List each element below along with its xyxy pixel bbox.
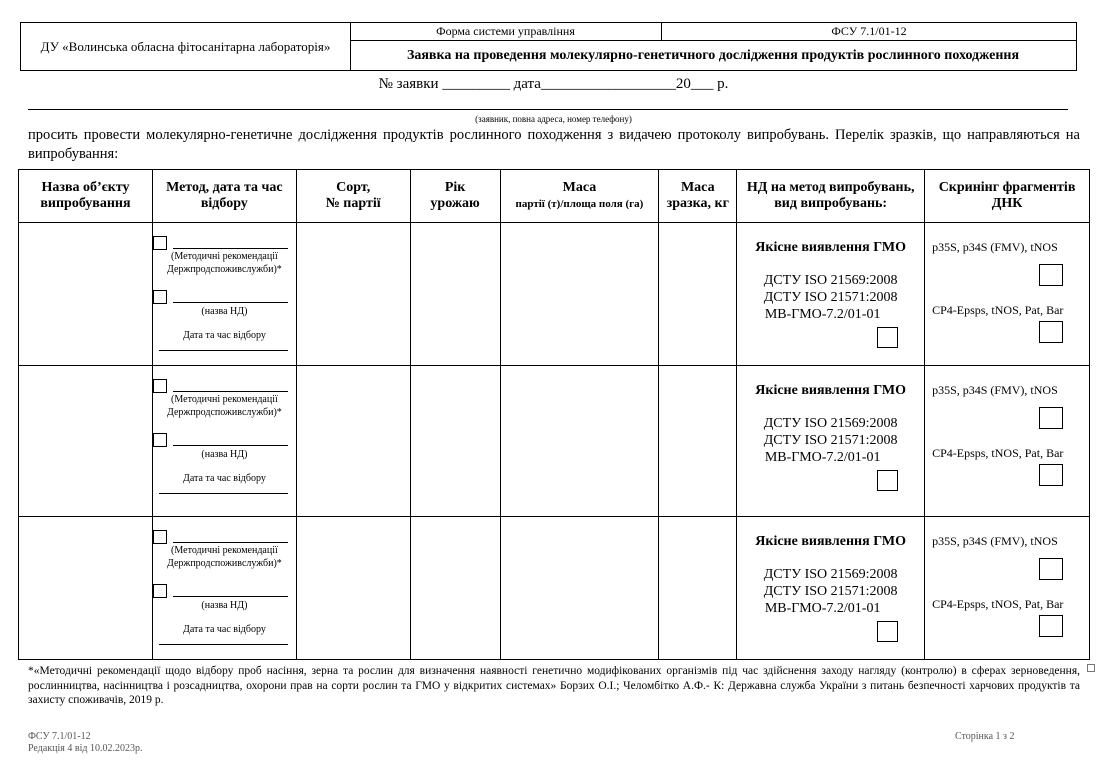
gmo-detection-title: Якісне виявлення ГМО (755, 383, 907, 398)
footnote: *«Методичні рекомендації щодо відбору проб насіння, зерна та рослин для визначення наявності генетично модифікованих організмів під час здійснення заходу нагляду (контролю) в сферах зерноведення, рослинництва, насінництва і розсадництва, охорони прав на сорти рослин та ГМО у відкритих системах» Борзих О.І.; Челомбітко А.Ф.- К: Державна служба України з питань безпечності харчових продуктів та захисту споживачів, 2019 р. (28, 665, 1080, 706)
method-nd-checkbox[interactable] (153, 290, 167, 304)
method-recommendations-line[interactable] (173, 542, 288, 543)
variety-cell[interactable] (296, 366, 410, 517)
row-divider-gap (680, 517, 729, 521)
method-cell (152, 517, 296, 660)
test-method-cell (737, 223, 925, 366)
screening-cell (925, 366, 1090, 517)
sample-mass-cell[interactable] (659, 223, 737, 366)
test-method-cell (737, 517, 925, 660)
applicant-hint: (заявник, повна адреса, номер телефону) (475, 114, 632, 124)
sample-row (19, 366, 1090, 517)
gmo-detection-title: Якісне виявлення ГМО (755, 534, 907, 549)
sampling-date-line[interactable] (159, 350, 288, 351)
standard-label: ДСТУ ISO 21571:2008 (763, 290, 898, 305)
screening-set1-checkbox[interactable] (1039, 558, 1063, 580)
year-cell[interactable] (410, 223, 500, 366)
standard-label: ДСТУ ISO 21569:2008 (763, 567, 898, 582)
samples-table (18, 169, 1090, 660)
screening-set-label: CP4-Epsps, tNOS, Pat, Bar (932, 303, 1064, 317)
gmo-detection-title: Якісне виявлення ГМО (755, 240, 907, 255)
screening-set-label: р35S, р34S (FMV), tNOS (932, 534, 1058, 548)
method-cell (152, 223, 296, 366)
screening-set2-checkbox[interactable] (1039, 321, 1063, 343)
footer-left (28, 731, 142, 755)
col-dna-screening: Скринінг фрагментів ДНК (925, 170, 1090, 223)
standard-label: МВ-ГМО-7.2/01-01 (764, 450, 881, 465)
method-cell (152, 366, 296, 517)
standard-label: МВ-ГМО-7.2/01-01 (764, 601, 881, 616)
col-test-method-nd: НД на метод випробувань, вид випробувань: (737, 170, 925, 223)
col-sample-mass: Маса зразка, кг (659, 170, 737, 223)
sampling-date-label: Дата та час відбору (183, 624, 266, 635)
screening-set-label: CP4-Epsps, tNOS, Pat, Bar (932, 597, 1064, 611)
sample-row (19, 517, 1090, 660)
col-object: Назва об’єкту випробування (19, 170, 153, 223)
screening-set1-checkbox[interactable] (1039, 264, 1063, 286)
screening-cell (925, 517, 1090, 660)
form-system-label: Форма системи управління (350, 23, 662, 41)
method-nd-label: (назва НД) (201, 600, 248, 611)
standard-label: ДСТУ ISO 21571:2008 (763, 584, 898, 599)
batch-mass-cell[interactable] (500, 223, 659, 366)
object-cell[interactable] (19, 517, 153, 660)
screening-set-label: CP4-Epsps, tNOS, Pat, Bar (932, 446, 1064, 460)
gmo-detection-checkbox[interactable] (877, 470, 898, 491)
col-batch-mass: Маса партії (т)/площа поля (га) (500, 170, 659, 223)
method-recommendations-label: (Методичні рекомендації (171, 545, 278, 556)
object-cell[interactable] (19, 366, 153, 517)
col-year: Рік урожаю (410, 170, 500, 223)
method-nd-checkbox[interactable] (153, 433, 167, 447)
col-method: Метод, дата та час відбору (152, 170, 296, 223)
method-nd-line[interactable] (173, 302, 288, 303)
method-nd-label: (назва НД) (201, 449, 248, 460)
sampling-date-line[interactable] (159, 644, 288, 645)
method-recommendations-line[interactable] (173, 391, 288, 392)
request-number-date-line: № заявки _________ дата__________________20___ р. (378, 76, 729, 92)
year-cell[interactable] (410, 517, 500, 660)
method-nd-line[interactable] (173, 596, 288, 597)
screening-cell (925, 223, 1090, 366)
footer-code: ФСУ 7.1/01-12 (28, 731, 91, 742)
sample-row (19, 223, 1090, 366)
method-nd-checkbox[interactable] (153, 584, 167, 598)
screening-set-label: р35S, р34S (FMV), tNOS (932, 240, 1058, 254)
row-divider-gap (519, 517, 654, 521)
footer-edition: Редакція 4 від 10.02.2023р. (28, 743, 143, 754)
variety-cell[interactable] (296, 517, 410, 660)
variety-cell[interactable] (296, 223, 410, 366)
screening-set-label: р35S, р34S (FMV), tNOS (932, 383, 1058, 397)
method-recommendations-checkbox[interactable] (153, 236, 167, 250)
method-recommendations-label: Держпродспоживслужби)* (167, 558, 282, 569)
screening-set1-checkbox[interactable] (1039, 407, 1063, 429)
method-recommendations-checkbox[interactable] (153, 530, 167, 544)
intro-paragraph: просить провести молекулярно-генетичне дослідження продуктів рослинного походження з видачею протоколу випробувань. Перелік зразків, що направляються на випробування: (28, 127, 1080, 162)
gmo-detection-checkbox[interactable] (877, 327, 898, 348)
form-title: Заявка на проведення молекулярно-генетичного дослідження продуктів рослинного походження (406, 48, 1020, 63)
sampling-date-line[interactable] (159, 493, 288, 494)
standard-label: ДСТУ ISO 21571:2008 (763, 433, 898, 448)
year-cell[interactable] (410, 366, 500, 517)
footer-page: Сторінка 1 з 2 (955, 731, 1015, 742)
col-variety: Сорт, № партії (296, 170, 410, 223)
table-header-row (19, 170, 1090, 223)
standard-label: ДСТУ ISO 21569:2008 (763, 416, 898, 431)
gmo-detection-checkbox[interactable] (877, 621, 898, 642)
sampling-date-label: Дата та час відбору (183, 330, 266, 341)
batch-mass-cell[interactable] (500, 517, 659, 660)
method-recommendations-label: Держпродспоживслужби)* (167, 264, 282, 275)
sample-mass-cell[interactable] (659, 366, 737, 517)
screening-set2-checkbox[interactable] (1039, 615, 1063, 637)
method-recommendations-label: (Методичні рекомендації (171, 394, 278, 405)
method-recommendations-line[interactable] (173, 248, 288, 249)
method-nd-line[interactable] (173, 445, 288, 446)
standard-label: ДСТУ ISO 21569:2008 (763, 273, 898, 288)
screening-set2-checkbox[interactable] (1039, 464, 1063, 486)
footnote-marker (1087, 664, 1095, 672)
sampling-date-label: Дата та час відбору (183, 473, 266, 484)
test-method-cell (737, 366, 925, 517)
method-recommendations-label: (Методичні рекомендації (171, 251, 278, 262)
standard-label: МВ-ГМО-7.2/01-01 (764, 307, 881, 322)
object-cell[interactable] (19, 223, 153, 366)
method-recommendations-label: Держпродспоживслужби)* (167, 407, 282, 418)
form-code: ФСУ 7.1/01-12 (662, 23, 1076, 41)
method-recommendations-checkbox[interactable] (153, 379, 167, 393)
sample-mass-cell[interactable] (659, 517, 737, 660)
applicant-field-line (28, 109, 1068, 110)
method-nd-label: (назва НД) (201, 306, 248, 317)
batch-mass-cell[interactable] (500, 366, 659, 517)
organization-name: ДУ «Волинська обласна фітосанітарна лабораторія» (21, 23, 351, 70)
form-header (20, 22, 1077, 71)
